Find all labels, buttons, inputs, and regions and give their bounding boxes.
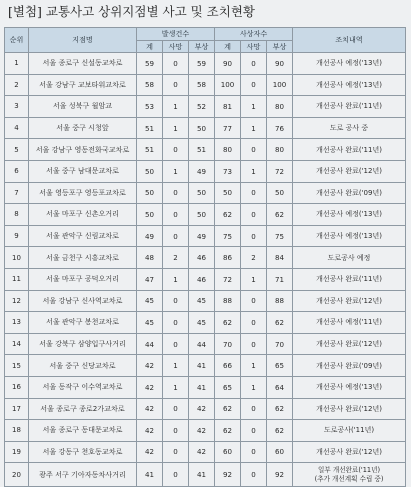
cas-death-cell: 0 xyxy=(241,204,267,226)
acc-injury-cell: 49 xyxy=(189,225,215,247)
acc-injury-cell: 52 xyxy=(189,96,215,118)
location-cell: 서울 강북구 삼양입구사거리 xyxy=(29,333,137,355)
rank-cell: 4 xyxy=(5,117,29,139)
location-cell: 서울 중구 남대문교차로 xyxy=(29,160,137,182)
cas-injury-cell: 62 xyxy=(267,420,293,442)
location-cell: 서울 금천구 시흥교차로 xyxy=(29,247,137,269)
action-cell: 개선공사 예정('11년) xyxy=(293,312,406,334)
cas-injury-cell: 88 xyxy=(267,290,293,312)
cas-death-cell: 1 xyxy=(241,160,267,182)
location-cell: 서울 관악구 봉천교차로 xyxy=(29,312,137,334)
rank-cell: 13 xyxy=(5,312,29,334)
table-row xyxy=(5,225,406,247)
location-cell: 서울 강동구 천호동교차로 xyxy=(29,441,137,463)
cas-injury-cell: 72 xyxy=(267,160,293,182)
cas-injury-cell: 75 xyxy=(267,225,293,247)
acc-total-cell: 42 xyxy=(137,441,163,463)
cas-injury-cell: 62 xyxy=(267,398,293,420)
cas-death-cell: 0 xyxy=(241,333,267,355)
cas-total-cell: 73 xyxy=(215,160,241,182)
action-cell: 개선공사 완료('11년) xyxy=(293,96,406,118)
table-row xyxy=(5,268,406,290)
action-line-2: (추가 개선계획 수립 중) xyxy=(314,474,384,483)
header-rank: 순위 xyxy=(5,28,29,53)
header-acc-injury: 부상 xyxy=(189,41,215,53)
acc-total-cell: 42 xyxy=(137,420,163,442)
location-cell: 서울 마포구 신촌오거리 xyxy=(29,204,137,226)
cas-total-cell: 72 xyxy=(215,268,241,290)
table-row xyxy=(5,420,406,442)
acc-death-cell: 0 xyxy=(163,420,189,442)
acc-injury-cell: 59 xyxy=(189,53,215,75)
table-row xyxy=(5,463,406,487)
acc-injury-cell: 44 xyxy=(189,333,215,355)
rank-cell: 8 xyxy=(5,204,29,226)
table-row xyxy=(5,376,406,398)
location-cell: 서울 중구 시청앞 xyxy=(29,117,137,139)
acc-death-cell: 1 xyxy=(163,96,189,118)
cas-death-cell: 1 xyxy=(241,376,267,398)
cas-injury-cell: 76 xyxy=(267,117,293,139)
rank-cell: 9 xyxy=(5,225,29,247)
rank-cell: 17 xyxy=(5,398,29,420)
acc-total-cell: 45 xyxy=(137,290,163,312)
cas-injury-cell: 84 xyxy=(267,247,293,269)
header-cas-death: 사망 xyxy=(241,41,267,53)
acc-total-cell: 44 xyxy=(137,333,163,355)
action-cell: 개선공사 완료('09년) xyxy=(293,182,406,204)
cas-injury-cell: 92 xyxy=(267,463,293,487)
rank-cell: 12 xyxy=(5,290,29,312)
cas-injury-cell: 64 xyxy=(267,376,293,398)
header-cas-injury: 부상 xyxy=(267,41,293,53)
location-cell: 서울 성북구 월암교 xyxy=(29,96,137,118)
acc-death-cell: 1 xyxy=(163,376,189,398)
acc-injury-cell: 50 xyxy=(189,182,215,204)
cas-total-cell: 80 xyxy=(215,139,241,161)
table-row xyxy=(5,355,406,377)
action-cell: 도로 공사 중 xyxy=(293,117,406,139)
acc-total-cell: 50 xyxy=(137,204,163,226)
cas-death-cell: 1 xyxy=(241,96,267,118)
acc-injury-cell: 49 xyxy=(189,160,215,182)
table-row xyxy=(5,312,406,334)
location-cell: 광주 서구 기아자동차사거리 xyxy=(29,463,137,487)
cas-injury-cell: 80 xyxy=(267,139,293,161)
cas-death-cell: 0 xyxy=(241,74,267,96)
location-cell: 서울 동작구 이수역교차로 xyxy=(29,376,137,398)
acc-injury-cell: 41 xyxy=(189,376,215,398)
acc-total-cell: 53 xyxy=(137,96,163,118)
cas-total-cell: 66 xyxy=(215,355,241,377)
acc-death-cell: 0 xyxy=(163,333,189,355)
table-row xyxy=(5,139,406,161)
rank-cell: 15 xyxy=(5,355,29,377)
cas-injury-cell: 65 xyxy=(267,355,293,377)
location-cell: 서울 강남구 교보타워교차로 xyxy=(29,74,137,96)
rank-cell: 7 xyxy=(5,182,29,204)
acc-total-cell: 45 xyxy=(137,312,163,334)
cas-death-cell: 0 xyxy=(241,463,267,487)
table-row xyxy=(5,290,406,312)
header-accidents: 발생건수 xyxy=(137,28,215,41)
acc-total-cell: 51 xyxy=(137,117,163,139)
acc-injury-cell: 46 xyxy=(189,247,215,269)
location-cell: 서울 강남구 영동전화국교차로 xyxy=(29,139,137,161)
cas-death-cell: 2 xyxy=(241,247,267,269)
rank-cell: 5 xyxy=(5,139,29,161)
table-row xyxy=(5,398,406,420)
action-cell: 개선공사 완료('12년) xyxy=(293,441,406,463)
cas-total-cell: 90 xyxy=(215,53,241,75)
location-cell: 서울 종로구 동대문교차로 xyxy=(29,420,137,442)
acc-death-cell: 1 xyxy=(163,355,189,377)
rank-cell: 19 xyxy=(5,441,29,463)
header-casualties: 사상자수 xyxy=(215,28,293,41)
action-cell xyxy=(293,463,406,487)
acc-death-cell: 0 xyxy=(163,182,189,204)
acc-total-cell: 50 xyxy=(137,160,163,182)
table-row xyxy=(5,182,406,204)
cas-death-cell: 0 xyxy=(241,225,267,247)
acc-death-cell: 0 xyxy=(163,441,189,463)
acc-death-cell: 0 xyxy=(163,398,189,420)
cas-injury-cell: 50 xyxy=(267,182,293,204)
acc-death-cell: 0 xyxy=(163,463,189,487)
acc-total-cell: 58 xyxy=(137,74,163,96)
table-row xyxy=(5,74,406,96)
action-cell: 개선공사 완료('12년) xyxy=(293,290,406,312)
action-cell: 개선공사 예정('13년) xyxy=(293,53,406,75)
action-cell: 개선공사 예정('13년) xyxy=(293,74,406,96)
location-cell: 서울 영등포구 영등포교차로 xyxy=(29,182,137,204)
acc-injury-cell: 41 xyxy=(189,355,215,377)
cas-total-cell: 100 xyxy=(215,74,241,96)
rank-cell: 10 xyxy=(5,247,29,269)
cas-injury-cell: 70 xyxy=(267,333,293,355)
action-cell: 도로공사('11년) xyxy=(293,420,406,442)
action-cell: 개선공사 예정('13년) xyxy=(293,376,406,398)
action-cell: 개선공사 완료('09년) xyxy=(293,355,406,377)
acc-death-cell: 0 xyxy=(163,53,189,75)
header-action: 조치내역 xyxy=(293,28,406,53)
acc-injury-cell: 45 xyxy=(189,312,215,334)
cas-total-cell: 81 xyxy=(215,96,241,118)
acc-death-cell: 1 xyxy=(163,117,189,139)
acc-total-cell: 50 xyxy=(137,182,163,204)
action-cell: 개선공사 완료('12년) xyxy=(293,160,406,182)
acc-injury-cell: 45 xyxy=(189,290,215,312)
cas-injury-cell: 62 xyxy=(267,312,293,334)
location-cell: 서울 중구 신당교차로 xyxy=(29,355,137,377)
rank-cell: 18 xyxy=(5,420,29,442)
cas-total-cell: 62 xyxy=(215,398,241,420)
action-cell: 도로공사 예정 xyxy=(293,247,406,269)
rank-cell: 11 xyxy=(5,268,29,290)
action-cell: 개선공사 완료('11년) xyxy=(293,139,406,161)
acc-death-cell: 1 xyxy=(163,160,189,182)
acc-death-cell: 0 xyxy=(163,225,189,247)
cas-injury-cell: 62 xyxy=(267,204,293,226)
cas-total-cell: 60 xyxy=(215,441,241,463)
acc-total-cell: 51 xyxy=(137,139,163,161)
cas-total-cell: 92 xyxy=(215,463,241,487)
acc-injury-cell: 50 xyxy=(189,117,215,139)
location-cell: 서울 관악구 신림교차로 xyxy=(29,225,137,247)
cas-death-cell: 1 xyxy=(241,268,267,290)
header-acc-total: 계 xyxy=(137,41,163,53)
acc-injury-cell: 50 xyxy=(189,204,215,226)
cas-injury-cell: 71 xyxy=(267,268,293,290)
rank-cell: 6 xyxy=(5,160,29,182)
table-row xyxy=(5,333,406,355)
table-row xyxy=(5,96,406,118)
cas-total-cell: 88 xyxy=(215,290,241,312)
location-cell: 서울 종로구 종로2가교차로 xyxy=(29,398,137,420)
cas-total-cell: 50 xyxy=(215,182,241,204)
header-acc-death: 사망 xyxy=(163,41,189,53)
action-cell: 개선공사 예정('13년) xyxy=(293,204,406,226)
cas-total-cell: 86 xyxy=(215,247,241,269)
table-row xyxy=(5,204,406,226)
cas-total-cell: 75 xyxy=(215,225,241,247)
table-row xyxy=(5,117,406,139)
cas-total-cell: 65 xyxy=(215,376,241,398)
table-row xyxy=(5,160,406,182)
table-header xyxy=(5,28,406,53)
accident-table xyxy=(4,27,406,487)
rank-cell: 2 xyxy=(5,74,29,96)
rank-cell: 3 xyxy=(5,96,29,118)
location-cell: 서울 종로구 신설동교차로 xyxy=(29,53,137,75)
cas-death-cell: 0 xyxy=(241,420,267,442)
cas-death-cell: 0 xyxy=(241,53,267,75)
action-cell: 개선공사 완료('12년) xyxy=(293,398,406,420)
acc-total-cell: 42 xyxy=(137,398,163,420)
action-cell: 개선공사 완료('11년) xyxy=(293,268,406,290)
acc-total-cell: 48 xyxy=(137,247,163,269)
acc-death-cell: 0 xyxy=(163,312,189,334)
acc-injury-cell: 51 xyxy=(189,139,215,161)
cas-death-cell: 0 xyxy=(241,312,267,334)
cas-total-cell: 77 xyxy=(215,117,241,139)
rank-cell: 20 xyxy=(5,463,29,487)
cas-death-cell: 0 xyxy=(241,139,267,161)
acc-injury-cell: 58 xyxy=(189,74,215,96)
acc-injury-cell: 42 xyxy=(189,441,215,463)
acc-death-cell: 2 xyxy=(163,247,189,269)
acc-total-cell: 42 xyxy=(137,355,163,377)
location-cell: 서울 강남구 신사역교차로 xyxy=(29,290,137,312)
document-title: [별첨] 교통사고 상위지점별 사고 및 조치현황 xyxy=(8,4,255,19)
acc-death-cell: 1 xyxy=(163,268,189,290)
acc-injury-cell: 42 xyxy=(189,398,215,420)
cas-injury-cell: 60 xyxy=(267,441,293,463)
cas-death-cell: 0 xyxy=(241,182,267,204)
acc-death-cell: 0 xyxy=(163,290,189,312)
cas-death-cell: 1 xyxy=(241,117,267,139)
rank-cell: 1 xyxy=(5,53,29,75)
header-cas-total: 계 xyxy=(215,41,241,53)
table-body xyxy=(5,53,406,487)
cas-total-cell: 62 xyxy=(215,204,241,226)
action-cell: 개선공사 예정('13년) xyxy=(293,225,406,247)
acc-total-cell: 47 xyxy=(137,268,163,290)
acc-total-cell: 41 xyxy=(137,463,163,487)
acc-injury-cell: 41 xyxy=(189,463,215,487)
acc-injury-cell: 46 xyxy=(189,268,215,290)
cas-injury-cell: 90 xyxy=(267,53,293,75)
acc-death-cell: 0 xyxy=(163,204,189,226)
rank-cell: 16 xyxy=(5,376,29,398)
acc-death-cell: 0 xyxy=(163,74,189,96)
acc-total-cell: 59 xyxy=(137,53,163,75)
header-location: 지점명 xyxy=(29,28,137,53)
location-cell: 서울 마포구 공덕오거리 xyxy=(29,268,137,290)
cas-total-cell: 62 xyxy=(215,420,241,442)
table-row xyxy=(5,53,406,75)
acc-death-cell: 0 xyxy=(163,139,189,161)
rank-cell: 14 xyxy=(5,333,29,355)
acc-total-cell: 42 xyxy=(137,376,163,398)
table-row xyxy=(5,441,406,463)
table-row xyxy=(5,247,406,269)
action-cell: 개선공사 완료('12년) xyxy=(293,333,406,355)
cas-death-cell: 1 xyxy=(241,355,267,377)
cas-death-cell: 0 xyxy=(241,290,267,312)
cas-death-cell: 0 xyxy=(241,398,267,420)
cas-total-cell: 62 xyxy=(215,312,241,334)
cas-death-cell: 0 xyxy=(241,441,267,463)
action-line-1: 일부 개선완료('11년) xyxy=(318,465,381,474)
cas-total-cell: 70 xyxy=(215,333,241,355)
cas-injury-cell: 80 xyxy=(267,96,293,118)
cas-injury-cell: 100 xyxy=(267,74,293,96)
acc-total-cell: 49 xyxy=(137,225,163,247)
acc-injury-cell: 42 xyxy=(189,420,215,442)
